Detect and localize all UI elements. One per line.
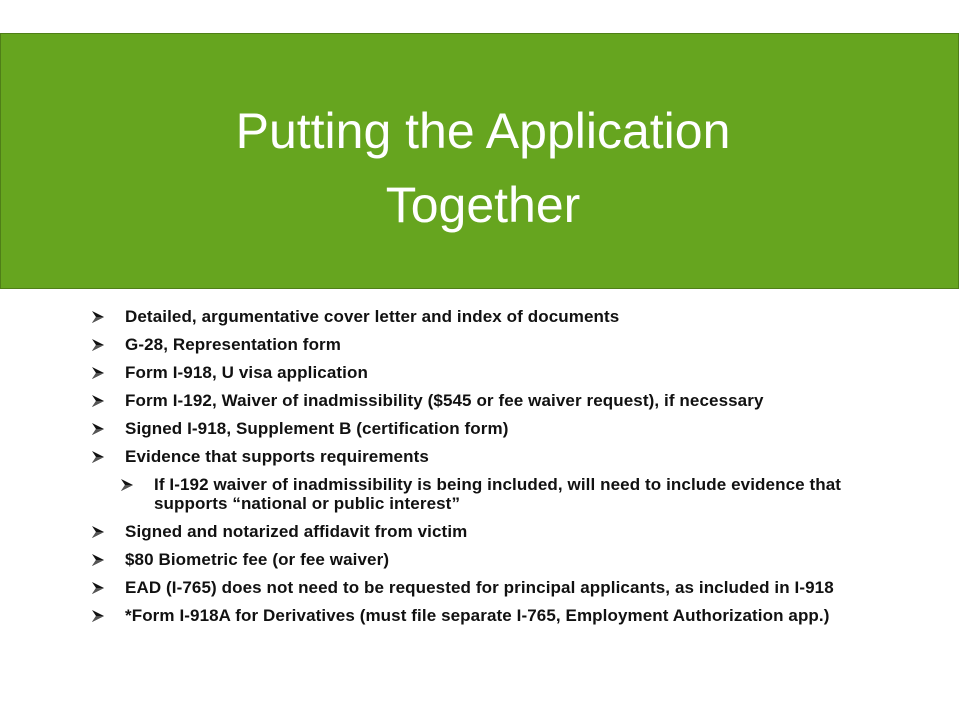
- bullet-text: Form I-918, U visa application: [125, 363, 368, 382]
- bullet-list: [90, 307, 850, 634]
- slide-title-line-2: Together: [385, 177, 581, 233]
- arrowhead-bullet-icon: [90, 449, 106, 465]
- arrowhead-bullet-icon: [90, 365, 106, 381]
- bullet-text: Evidence that supports requirements: [125, 447, 429, 466]
- slide-title-line-1: Putting the Application: [235, 103, 731, 159]
- bullet-text: *Form I-918A for Derivatives (must file separate I-765, Employment Authorization app.): [125, 606, 830, 625]
- arrowhead-bullet-icon: [90, 608, 106, 624]
- sub-bullet-item: [119, 475, 850, 513]
- arrowhead-bullet-icon: [90, 580, 106, 596]
- bullet-item: [90, 447, 850, 466]
- bullet-text: If I-192 waiver of inadmissibility is being included, will need to include evidence that supports “national or public interest”: [154, 475, 842, 513]
- bullet-item: [90, 550, 850, 569]
- bullet-text: Form I-192, Waiver of inadmissibility ($545 or fee waiver request), if necessary: [125, 391, 764, 410]
- bullet-item: [90, 522, 850, 541]
- bullet-text: $80 Biometric fee (or fee waiver): [125, 550, 390, 569]
- arrowhead-bullet-icon: [90, 337, 106, 353]
- bullet-text: G-28, Representation form: [125, 335, 341, 354]
- bullet-item: [90, 606, 850, 625]
- slide-title: [0, 94, 960, 242]
- arrowhead-bullet-icon: [90, 421, 106, 437]
- bullet-item: [90, 391, 850, 410]
- bullet-item: [90, 335, 850, 354]
- bullet-item: [90, 419, 850, 438]
- bullet-item: [90, 578, 850, 597]
- bullet-text: Detailed, argumentative cover letter and index of documents: [125, 307, 620, 326]
- bullet-text: EAD (I-765) does not need to be requested for principal applicants, as included in I-918: [125, 578, 834, 597]
- bullet-text: Signed and notarized affidavit from victim: [125, 522, 468, 541]
- arrowhead-bullet-icon: [90, 393, 106, 409]
- bullet-item: [90, 307, 850, 326]
- arrowhead-bullet-icon: [119, 477, 135, 493]
- arrowhead-bullet-icon: [90, 552, 106, 568]
- arrowhead-bullet-icon: [90, 309, 106, 325]
- arrowhead-bullet-icon: [90, 524, 106, 540]
- bullet-text: Signed I-918, Supplement B (certification form): [125, 419, 509, 438]
- bullet-item: [90, 363, 850, 382]
